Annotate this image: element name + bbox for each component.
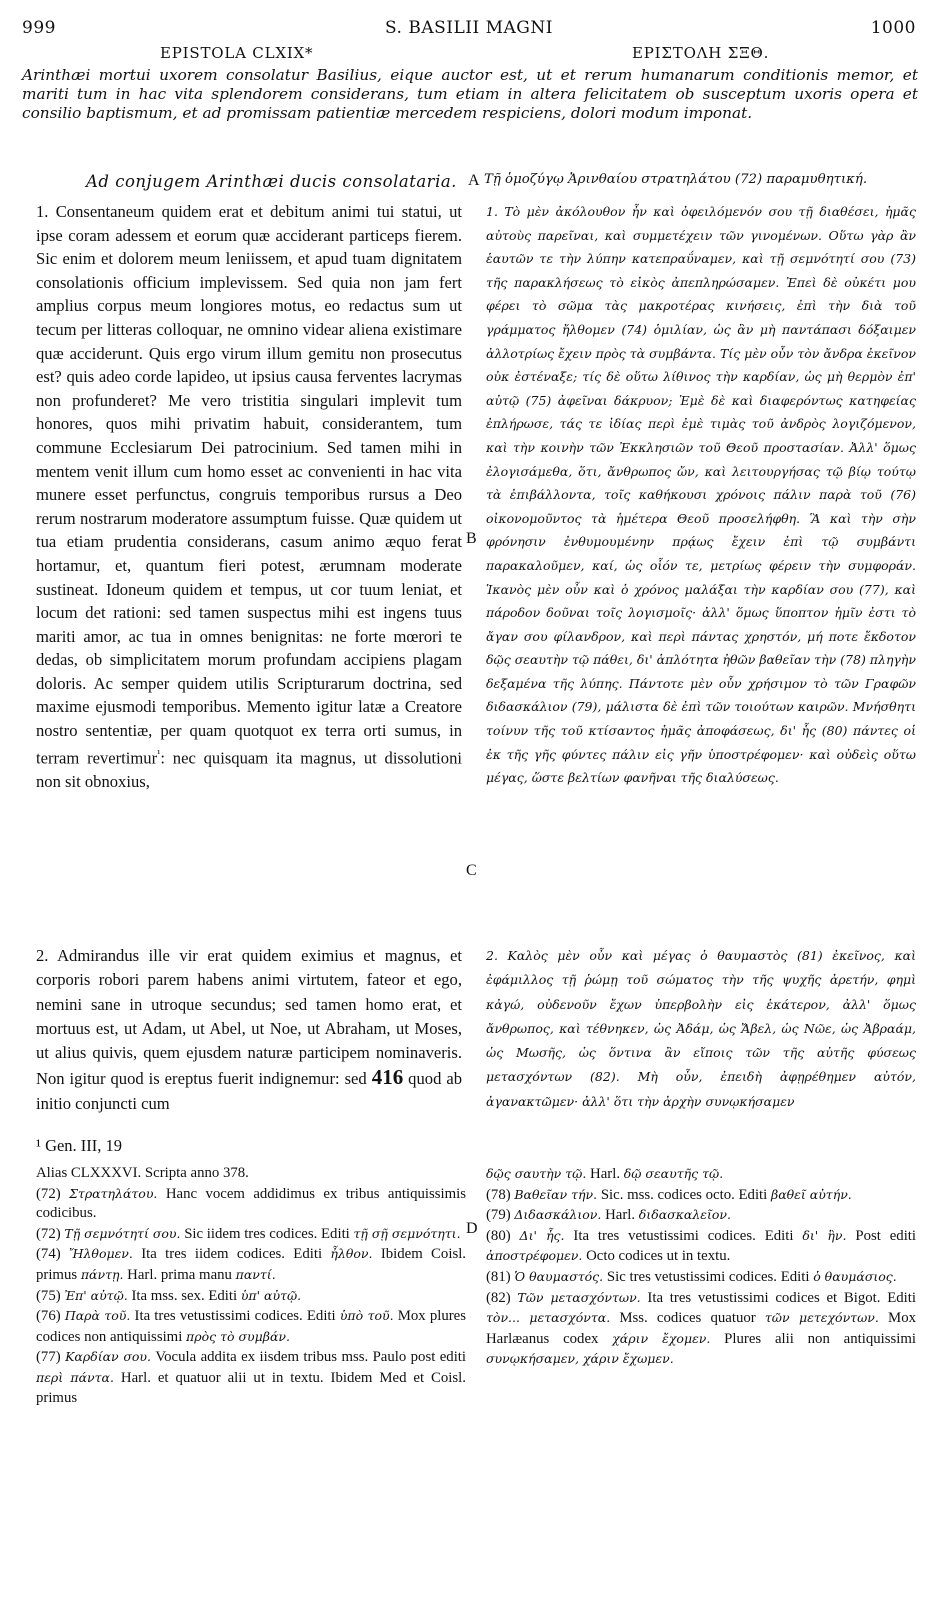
page-number-left: 999: [22, 18, 56, 38]
margin-letter-a: A: [468, 172, 480, 189]
latin-paragraph-2-text: 2. Admirandus ille vir erat quidem eximius et magnus, et corporis robori parem habens animi virtutem, fateor et ego, nemini sane in utroque secundus; sed tamen homo erat, et mortuus est, ut Adam, ut Abel, ut Noe, ut Abraham, ut Moses, ut alius quivis, quem ejusdem naturæ participem nominaveris. Non igitur quod is ereptus fuerit indignemur: sed: [36, 946, 462, 1089]
notes-right-column: [486, 1164, 916, 1370]
page-mark: 416: [371, 1065, 404, 1090]
latin-paragraph-1-text: 1. Consentaneum quidem erat et debitum animi tui statui, ut ipse coram adessem et eorum quæ acciderant particeps fierem. Sic enim et dolorem meum leniissem, et apud tuam dignitatem consolationis officium implevissem. Sed quia non jam fert amplius corpus meum longiores motus, eo redactus sum ut tecum per litteras colloquar, ne omnino videar aliena existimare quæ acciderunt. Quis ergo virum illum gemitu non prosecutus est? quis adeo corde lapideo, ut ipsius causa ferventes lacrymas non profunderet? Me vero tristitia singulari implevit tum honores, quos mihi privatim habuit, considerantem, tum commune Ecclesiarum Dei patrocinium. Sed tamen mihi in mentem venit illum cum homo esset ac convenienti in hac vita munere esset perfunctus, congruis temporibus rursus a Deo rerum nostrarum moderatore assumptum fuisse. Quæ quidem ut tua etiam prudentia considerans, casum animo æquo ferat hortamur, et, quantum fieri potest, ærumnam moderate sustineat. Idoneum quidem et tempus, ut cor tuum leniat, et locum det rationi: sed tamen suspectus mihi est ingens tuus mariti amor, ac tua in omnes benignitas: ne forte mœrori te dedas, ob simplicitatem morum profundam accipiens plagam doloris. Ac semper quidem utilis Scripturarum doctrina, sed maxime ejusmodi temporibus. Memento igitur latæ a Creatore nostro sententiæ, per quam quotquot ex terra orti sumus, in terram revertimur: [36, 202, 462, 768]
page-number-right: 1000: [870, 18, 916, 38]
note-item: (80) Δι' ἧς. Ita tres vetustissimi codices. Editi δι' ἣν. Post editi ἀποστρέφομεν. Octo codices ut in textu.: [486, 1227, 917, 1265]
note-item: (77) Καρδίαν σου. Vocula addita ex iisdem tribus mss. Paulo post editi περὶ πάντα. Harl. et quatuor alii ut in textu. Ibidem Med et Coisl. primus: [36, 1349, 467, 1406]
running-title: S. BASILII MAGNI: [385, 18, 553, 38]
epistola-greek-title: ΕΡΙΣΤΟΛΗ ΣΞΘ.: [632, 44, 770, 62]
latin-paragraph-1-end: : nec quisquam ita magnus, ut dissolutioni non sit obnoxius,: [36, 748, 462, 791]
epistola-latin-title: EPISTOLA CLXIX*: [160, 44, 314, 62]
notes-left-column: [36, 1164, 466, 1408]
footnote-marker: ¹: [157, 747, 161, 760]
latin-section-heading: Ad conjugem Arinthæi ducis consolataria.: [86, 172, 457, 191]
note-item: (75) Ἐπ' αὐτῷ. Ita mss. sex. Editi ὑπ' αὐτῷ.: [36, 1287, 302, 1304]
margin-letter-d: D: [466, 1220, 478, 1237]
note-item: (82) Τῶν μετασχόντων. Ita tres vetustissimi codices et Bigot. Editi τὸν... μετασχόντα. Mss. codices quatuor τῶν μετεχόντων. Mox Harlæanus codex χάριν ἔχομεν. Plures alii non antiquissimi συνῳκήσαμεν, χάριν ἔχωμεν.: [486, 1289, 917, 1367]
margin-letter-b: B: [466, 530, 477, 547]
note-item: (79) Διδασκάλιον. Harl. διδασκαλεῖον.: [486, 1207, 731, 1224]
note-item: (76) Παρὰ τοῦ. Ita tres vetustissimi codices. Editi ὑπὸ τοῦ. Mox plures codices non antiquissimi πρὸς τὸ συμβάν.: [36, 1308, 467, 1345]
note-item: Alias CLXXXVI. Scripta anno 378.: [36, 1165, 249, 1181]
note-item: (81) Ὁ θαυμαστός. Sic tres vetustissimi codices. Editi ὁ θαυμάσιος.: [486, 1268, 897, 1285]
greek-paragraph-2: 2. Καλὸς μὲν οὖν καὶ μέγας ὁ θαυμαστὸς (81) ἐκεῖνος, καὶ ἐφάμιλλος τῇ ῥώμῃ τοῦ σώματος τὴν τῆς ψυχῆς ἀρετήν, φημὶ κἀγώ, οὐδενοῦν ἔχων ὑπερβολὴν εἰς ἑκάτερον, ἀλλ' ὅμως ἄνθρωπος, καὶ τέθνηκεν, ὡς Ἀδάμ, ὡς Ἄβελ, ὡς Νῶε, ὡς Ἀβραάμ, ὡς Μωσῆς, ὡς ὅντινα ἂν εἴποις τῶν τῆς αὐτῆς φύσεως μετασχόντων (82). Μὴ οὖν, ἐπειδὴ ἀφῃρέθημεν αὐτόν, ἀγανακτῶμεν· ἀλλ' ὅτι τὴν ἀρχὴν συνῳκήσαμεν: [486, 948, 916, 1109]
note-item: (74) Ἤλθομεν. Ita tres iidem codices. Editi ἦλθον. Ibidem Coisl. primus πάντῃ. Harl. prima manu παντί.: [36, 1246, 467, 1283]
scripture-footnote: ¹ Gen. III, 19: [36, 1136, 123, 1155]
margin-letter-c: C: [466, 862, 477, 879]
note-item: (72) Τῇ σεμνότητί σου. Sic iidem tres codices. Editi τῇ σῇ σεμνότητι.: [36, 1225, 461, 1242]
greek-paragraph-1: 1. Τὸ μὲν ἀκόλουθον ἦν καὶ ὀφειλόμενόν σου τῇ διαθέσει, ἡμᾶς αὐτοὺς παρεῖναι, καὶ συμμετέχειν τῶν γινομένων. Οὕτω γὰρ ἂν ἑαυτῶν τε τὴν λύπην κατεπραΰναμεν, καὶ τῇ σεμνότητί σου (73) τῆς παρακλήσεως τὸ εἰκὸς ἀπεπληρώσαμεν. Ἐπεὶ δὲ οὐκέτι μου φέρει τὸ σῶμα τὰς μακροτέρας κινήσεις, ἐπὶ τὴν διὰ τοῦ γράμματος ἤλθομεν (74) ὁμιλίαν, ὡς ἂν μὴ παντάπασι δόξαιμεν ἀλλοτρίως ἔχειν πρὸς τὰ συμβάντα. Τίς μὲν οὖν τὸν ἄνδρα ἐκεῖνον οὐκ ἐστέναξε; τίς δὲ οὕτω λίθινος τὴν καρδίαν, ὡς μὴ θερμὸν ἐπ' αὐτῷ (75) ἀφεῖναι δάκρυον; Ἐμὲ δὲ καὶ διαφερόντως κατηφείας ἐπλήρωσε, τάς τε ἰδίας περὶ ἐμὲ τιμὰς τοῦ ἀνδρὸς λογιζόμενον, καὶ τὴν κοινὴν τῶν Ἐκκλησιῶν τοῦ Θεοῦ προστασίαν. Ἀλλ' ὅμως ἐλογισάμεθα, ὅτι, ἄνθρωπος ὤν, καὶ λειτουργήσας τῷ βίῳ τούτῳ τὰ ἐπιβάλλοντα, τοῖς καθήκουσι χρόνοις πάλιν παρὰ τοῦ (76) οἰκονομοῦντος τὰ ἡμέτερα Θεοῦ προσελήφθη. Ἃ καὶ τὴν σὴν φρόνησιν ἐνθυμουμένην πρᾴως ἔχειν ἐπὶ τῷ συμβάντι παρακαλοῦμεν, καί, ὡς οἷόν τε, μετρίως φέρειν τὴν συμφοράν. Ἱκανὸς μὲν οὖν καὶ ὁ χρόνος μαλάξαι τὴν καρδίαν σου (77), καὶ πάροδον δοῦναι τοῖς λογισμοῖς· ἀλλ' ὅμως ὕποπτον ἡμῖν ἐστι τὸ ἄγαν σου φίλανδρον, καὶ περὶ πάντας χρηστόν, μή ποτε ἔκδοτον δῷς σεαυτὴν τῷ πάθει, δι' ἁπλότητα ἠθῶν βαθεῖαν τὴν (78) πληγὴν δεξαμένα τῆς λύπης. Πάντοτε μὲν οὖν χρήσιμον τὸ τῶν Γραφῶν διδασκάλιον (79), μάλιστα δὲ ἐπὶ τῶν τοιούτων καιρῶν. Μνήσθητι τοίνυν τῆς τοῦ κτίσαντος ἡμᾶς ἀποφάσεως, δι' ἧς (80) πάντες οἱ ἐκ τῆς γῆς φύντες πάλιν εἰς γῆν ὑποστρέφομεν· καὶ οὐδεὶς οὕτω μέγας, ὥστε βελτίων φανῆναι τῆς διαλύσεως.: [486, 204, 916, 786]
latin-paragraph-1: [36, 200, 462, 793]
letter-summary: Arinthæi mortui uxorem consolatur Basilius, eique auctor est, ut et rerum humanarum conditionis memor, et mariti tum in hac vita splendorem considerans, tum etiam in altera felicitatem ob susceptum uxoris opera et consilio baptismum, et ad promissam patientiæ mercedem respiciens, dolori modum imponat.: [22, 66, 918, 122]
note-item: (72) Στρατηλάτου. Hanc vocem addidimus ex tribus antiquissimis codicibus.: [36, 1185, 466, 1222]
latin-paragraph-2-end: quod ab initio conjuncti cum: [36, 1069, 462, 1113]
note-item: (78) Βαθεῖαν τήν. Sic. mss. codices octo. Editi βαθεῖ αὐτήν.: [486, 1186, 852, 1203]
greek-section-heading: Τῇ ὁμοζύγῳ Ἀρινθαίου στρατηλάτου (72) παραμυθητική.: [484, 172, 868, 187]
note-item: δῷς σαυτὴν τῷ. Harl. δῷ σεαυτῆς τῷ.: [486, 1166, 724, 1182]
latin-paragraph-2: [36, 944, 462, 1116]
page-header: [22, 18, 916, 42]
